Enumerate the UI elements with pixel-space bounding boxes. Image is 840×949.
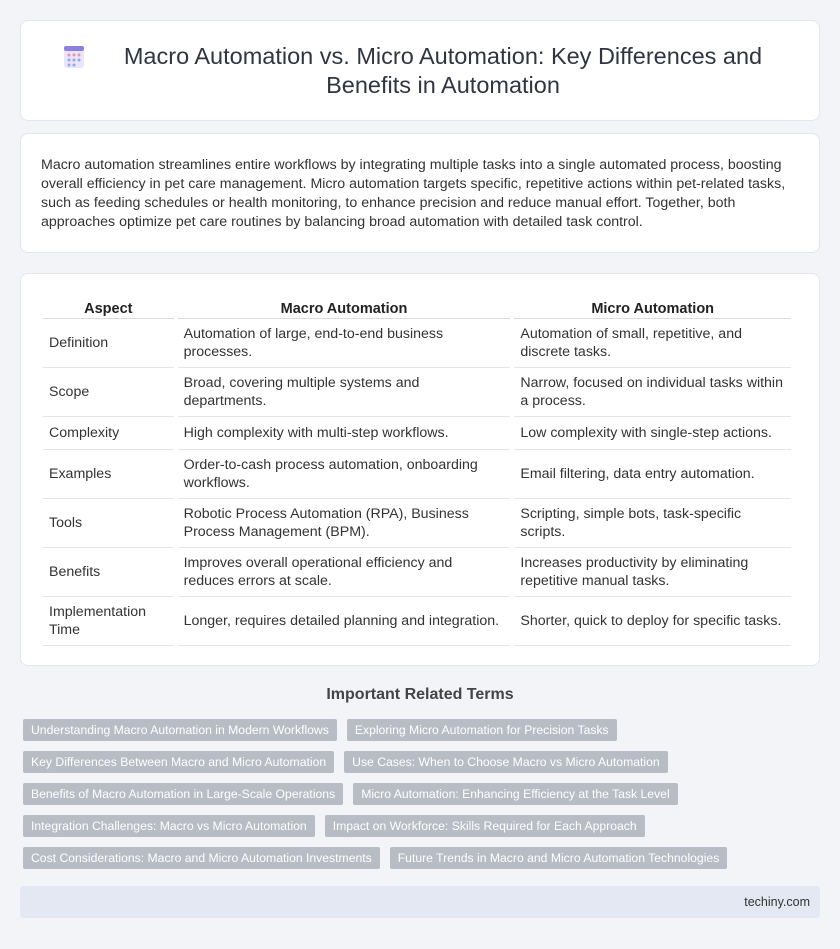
cell-micro: Scripting, simple bots, task-specific scripts. xyxy=(514,499,791,548)
related-term-link[interactable]: Impact on Workforce: Skills Required for Each Approach xyxy=(325,815,645,837)
header-aspect: Aspect xyxy=(43,297,174,319)
cell-micro: Shorter, quick to deploy for specific tasks. xyxy=(514,597,791,646)
cell-aspect: Examples xyxy=(43,450,174,499)
cell-aspect: Complexity xyxy=(43,417,174,450)
comparison-card xyxy=(20,273,820,666)
document-grid-icon xyxy=(61,44,87,70)
related-term-link[interactable]: Understanding Macro Automation in Modern Workflows xyxy=(23,719,337,741)
table-row xyxy=(43,548,791,597)
cell-aspect: Scope xyxy=(43,368,174,417)
header-macro: Macro Automation xyxy=(178,297,511,319)
header-card xyxy=(20,20,820,121)
table-row xyxy=(43,450,791,499)
cell-micro: Automation of small, repetitive, and discrete tasks. xyxy=(514,319,791,368)
related-term-link[interactable]: Integration Challenges: Macro vs Micro Automation xyxy=(23,815,315,837)
cell-micro: Email filtering, data entry automation. xyxy=(514,450,791,499)
related-term-link[interactable]: Key Differences Between Macro and Micro Automation xyxy=(23,751,334,773)
related-terms-title: Important Related Terms xyxy=(326,686,514,703)
related-term-link[interactable]: Benefits of Macro Automation in Large-Scale Operations xyxy=(23,783,343,805)
table-row xyxy=(43,597,791,646)
cell-macro: High complexity with multi-step workflows. xyxy=(178,417,511,450)
related-term-link[interactable]: Micro Automation: Enhancing Efficiency at the Task Level xyxy=(353,783,677,805)
intro-paragraph: Macro automation streamlines entire workflows by integrating multiple tasks into a single automated process, boosting overall efficiency in pet care management. Micro automation targets specific, repetitive actions within pet-related tasks, such as feeding schedules or health monitoring, to enhance precision and reduce manual effort. Together, both approaches optimize pet care routines by balancing broad automation with detailed task control. xyxy=(41,157,786,230)
related-term-link[interactable]: Use Cases: When to Choose Macro vs Micro Automation xyxy=(344,751,668,773)
table-row xyxy=(43,319,791,368)
related-term-link[interactable]: Cost Considerations: Macro and Micro Automation Investments xyxy=(23,847,380,869)
table-row xyxy=(43,499,791,548)
intro-card xyxy=(20,133,820,253)
related-term-link[interactable]: Future Trends in Macro and Micro Automation Technologies xyxy=(390,847,728,869)
footer xyxy=(20,886,820,918)
cell-micro: Low complexity with single-step actions. xyxy=(514,417,791,450)
comparison-table xyxy=(39,297,795,646)
cell-macro: Improves overall operational efficiency and reduces errors at scale. xyxy=(178,548,511,597)
cell-aspect: Implementation Time xyxy=(43,597,174,646)
cell-aspect: Tools xyxy=(43,499,174,548)
cell-macro: Order-to-cash process automation, onboarding workflows. xyxy=(178,450,511,499)
cell-micro: Increases productivity by eliminating repetitive manual tasks. xyxy=(514,548,791,597)
related-term-link[interactable]: Exploring Micro Automation for Precision Tasks xyxy=(347,719,617,741)
related-terms-list xyxy=(23,719,803,869)
site-link[interactable]: techiny.com xyxy=(744,895,810,909)
cell-aspect: Definition xyxy=(43,319,174,368)
cell-aspect: Benefits xyxy=(43,548,174,597)
table-row xyxy=(43,417,791,450)
header-micro: Micro Automation xyxy=(514,297,791,319)
cell-micro: Narrow, focused on individual tasks within a process. xyxy=(514,368,791,417)
cell-macro: Robotic Process Automation (RPA), Business Process Management (BPM). xyxy=(178,499,511,548)
table-header-row xyxy=(43,297,791,319)
table-row xyxy=(43,368,791,417)
cell-macro: Broad, covering multiple systems and departments. xyxy=(178,368,511,417)
cell-macro: Longer, requires detailed planning and integration. xyxy=(178,597,511,646)
page-title: Macro Automation vs. Micro Automation: Key Differences and Benefits in Automation xyxy=(123,42,763,98)
cell-macro: Automation of large, end-to-end business processes. xyxy=(178,319,511,368)
